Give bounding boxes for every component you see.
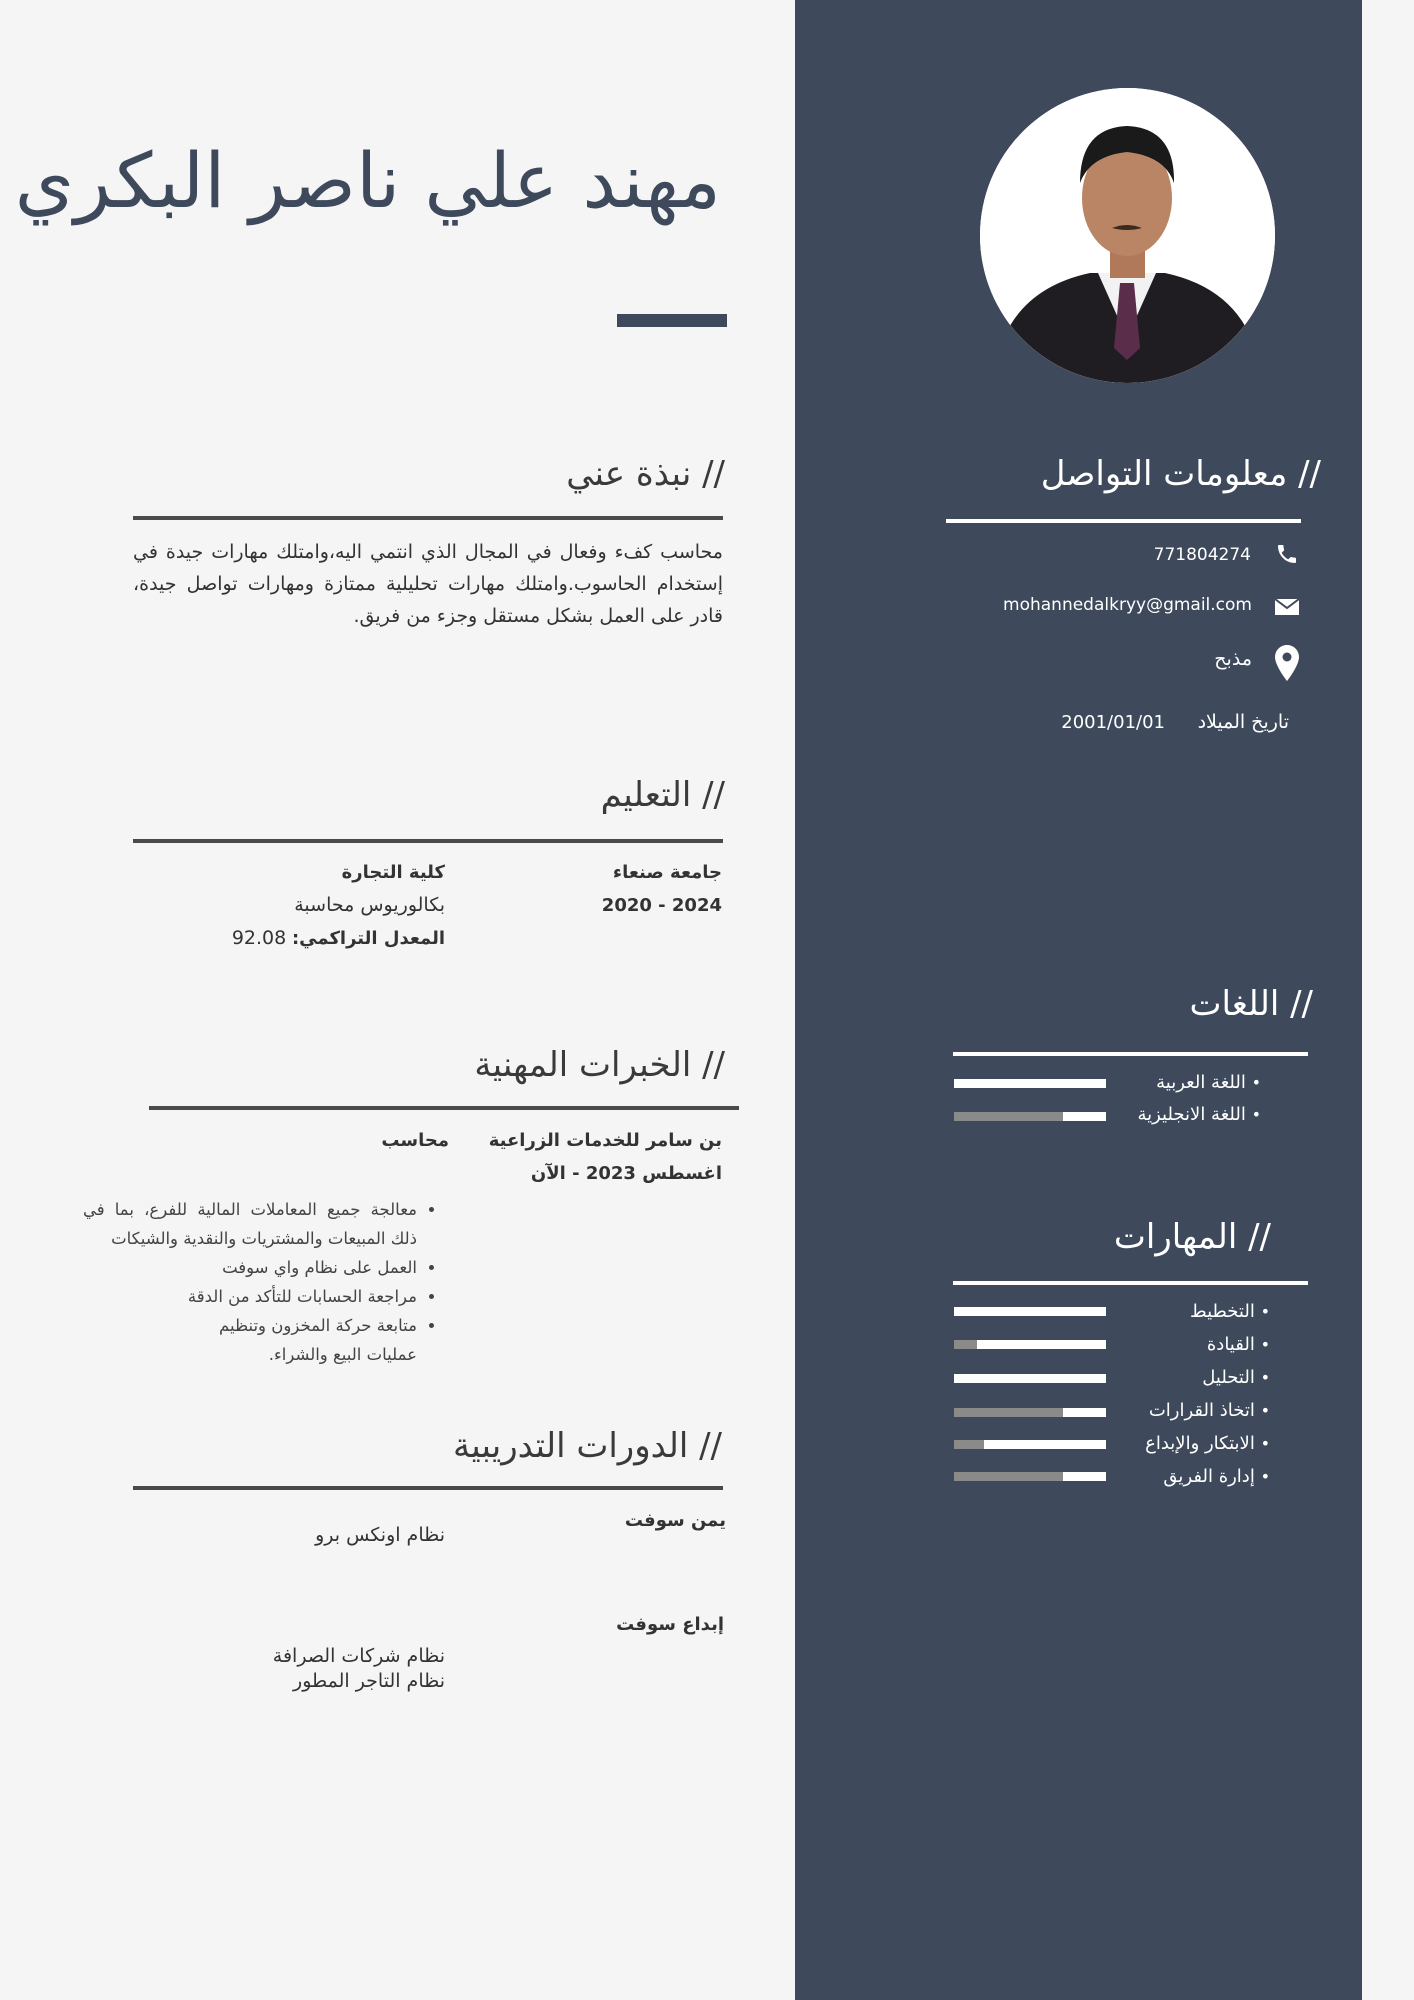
- skill-bar-fill: [954, 1440, 984, 1449]
- course-line: نظام شركات الصرافة: [272, 1645, 445, 1667]
- duty-item: • مراجعة الحسابات للتأكد من الدقة: [83, 1282, 417, 1311]
- skill-label: إدارة الفريق: [1163, 1466, 1255, 1487]
- profile-photo: [980, 88, 1275, 383]
- courses-title: // الدورات التدريبية: [452, 1426, 722, 1466]
- course-provider: إبداع سوفت: [616, 1614, 724, 1635]
- course-line: نظام اونكس برو: [315, 1524, 445, 1546]
- language-label: اللغة الانجليزية: [1137, 1104, 1246, 1125]
- skill-bar: [954, 1374, 1106, 1383]
- skill-item: • التحليل: [1202, 1367, 1270, 1388]
- course-provider: يمن سوفت: [624, 1510, 726, 1531]
- contact-rule: [946, 519, 1301, 523]
- about-text: محاسب كفء وفعال في المجال الذي انتمي اليه،وامتلك مهارات جيدة في إستخدام الحاسوب.وامتلك مهارات تحليلية ممتازة ومهارات تواصل جيدة، قادر على العمل بشكل مستقل وجزء من فريق.: [133, 541, 723, 627]
- duty-item: • متابعة حركة المخزون وتنظيم عمليات البيع والشراء.: [177, 1311, 417, 1369]
- about-title: // نبذة عني: [566, 454, 725, 494]
- phone-number[interactable]: 771804274: [1153, 545, 1251, 565]
- language-bar-fill: [954, 1112, 1063, 1121]
- location-icon: [1275, 645, 1299, 681]
- dob-value: 2001/01/01: [1061, 712, 1165, 733]
- skill-bar-fill: [954, 1340, 977, 1349]
- experience-period: اغسطس 2023 - الآن: [530, 1163, 722, 1184]
- skills-title: // المهارات: [1113, 1217, 1271, 1257]
- language-label: اللغة العربية: [1156, 1072, 1246, 1093]
- college-name: كلية التجارة: [341, 862, 445, 883]
- skill-bar-fill: [954, 1472, 1063, 1481]
- skill-label: التحليل: [1202, 1367, 1255, 1388]
- skills-rule: [953, 1281, 1308, 1285]
- name-underline: [617, 314, 727, 327]
- duty-item: • معالجة جميع المعاملات المالية للفرع، بما في ذلك المبيعات والمشتريات والنقدية والشيكات: [83, 1195, 417, 1253]
- skill-label: التخطيط: [1190, 1301, 1255, 1322]
- person-portrait: [980, 88, 1275, 383]
- language-item: • اللغة الانجليزية: [1137, 1104, 1261, 1125]
- gpa-label: المعدل التراكمي:: [291, 928, 445, 949]
- email-icon: [1274, 597, 1300, 617]
- email-address[interactable]: mohannedalkryy@gmail.com: [1003, 595, 1252, 615]
- education-rule: [133, 839, 723, 843]
- languages-rule: [953, 1052, 1308, 1056]
- education-title: // التعليم: [600, 775, 725, 815]
- skill-item: • اتخاذ القرارات: [1148, 1400, 1270, 1421]
- language-item: • اللغة العربية: [1156, 1072, 1261, 1093]
- experience-title: // الخبرات المهنية: [474, 1045, 725, 1085]
- language-bar: [954, 1112, 1106, 1121]
- candidate-name: مهند علي ناصر البكري: [14, 136, 721, 225]
- language-bar: [954, 1079, 1106, 1088]
- skill-item: • القيادة: [1206, 1334, 1270, 1355]
- degree: بكالوريوس محاسبة: [294, 894, 445, 916]
- skill-bar: [954, 1307, 1106, 1316]
- skill-label: الابتكار والإبداع: [1145, 1433, 1255, 1454]
- company-name: بن سامر للخدمات الزراعية: [488, 1130, 722, 1151]
- gpa-value: 92.08: [231, 927, 287, 949]
- skill-bar: [954, 1472, 1106, 1481]
- experience-rule: [149, 1106, 739, 1110]
- job-role: محاسب: [381, 1130, 449, 1151]
- page-margin: [1362, 0, 1414, 2000]
- skill-bar: [954, 1340, 1106, 1349]
- duty-item: • العمل على نظام واي سوفت: [83, 1253, 417, 1282]
- skill-item: • التخطيط: [1190, 1301, 1270, 1322]
- university-name: جامعة صنعاء: [612, 862, 722, 883]
- dob-label: تاريخ الميلاد: [1197, 711, 1289, 733]
- skill-item: • الابتكار والإبداع: [1145, 1433, 1270, 1454]
- skill-bar: [954, 1408, 1106, 1417]
- skill-label: اتخاذ القرارات: [1148, 1400, 1255, 1421]
- phone-icon: [1275, 542, 1299, 566]
- gpa: [232, 927, 445, 949]
- about-rule: [133, 516, 723, 520]
- skill-bar-fill: [954, 1408, 1063, 1417]
- location: مذبح: [1214, 648, 1252, 670]
- duties-list: [83, 1195, 435, 1369]
- languages-title: // اللغات: [1189, 984, 1313, 1024]
- course-line: نظام التاجر المطور: [293, 1670, 445, 1692]
- contact-title: // معلومات التواصل: [1040, 454, 1321, 494]
- skill-item: • إدارة الفريق: [1163, 1466, 1270, 1487]
- skill-bar: [954, 1440, 1106, 1449]
- skill-label: القيادة: [1206, 1334, 1255, 1355]
- courses-rule: [133, 1486, 723, 1490]
- education-years: 2020 - 2024: [601, 895, 722, 916]
